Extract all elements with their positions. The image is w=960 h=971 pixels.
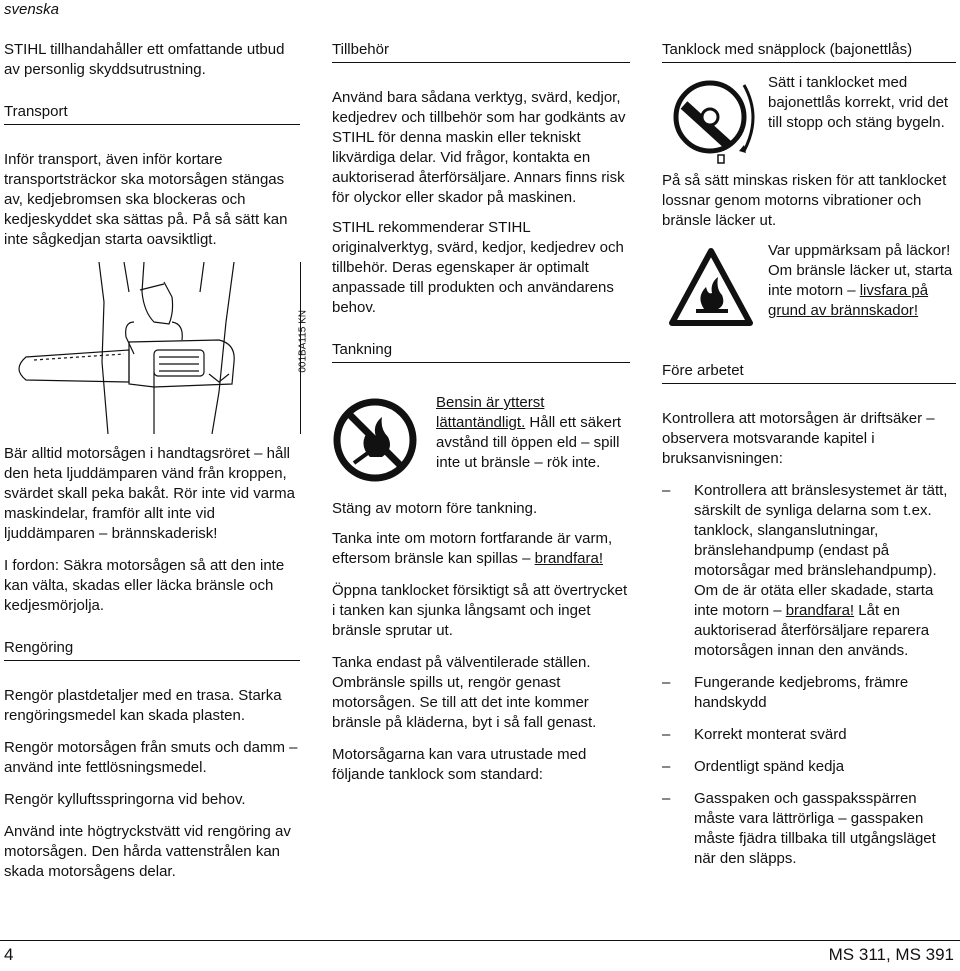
checklist bbox=[662, 481, 956, 869]
fuel-warning-block bbox=[332, 393, 630, 503]
footer-rule bbox=[0, 940, 960, 941]
column-middle bbox=[332, 40, 630, 785]
checklist-item: – Korrekt monterat svärd bbox=[662, 726, 847, 743]
standard-cap-text: Motorsågarna kan vara utrustade med följande tanklock som standard: bbox=[332, 746, 587, 783]
figure-code: 001BA115 KN bbox=[298, 310, 309, 373]
leak-warning-text: Var uppmärksam på läckor! Om bränsle läcker ut, starta inte motorn – livsfara på grund av brännskador! bbox=[768, 242, 953, 319]
vehicle-text: I fordon: Säkra motorsågen så att den inte kan välta, skadas eller läcka bränsle och kedjesmörjolja. bbox=[4, 557, 285, 614]
open-cap-text: Öppna tanklocket försiktigt så att övertrycket i tanken kan sjunka långsamt och inget bränsle sprutar ut. bbox=[332, 582, 628, 639]
fuel-warning-bold: Bensin är ytterst lättantändligt. bbox=[436, 394, 545, 431]
fuel-warning-text bbox=[436, 393, 630, 473]
stop-engine-text: Stäng av motorn före tankning. bbox=[332, 500, 538, 517]
fuel-warning-rest: Håll ett säkert avstånd till öppen eld – spill inte ut bränsle – rök inte. bbox=[436, 414, 622, 471]
intro-text: STIHL tillhandahåller ett omfattande utbud av personlig skyddsutrustning. bbox=[4, 41, 285, 78]
fueling-heading: Tankning bbox=[332, 340, 630, 363]
flammable-warning-icon bbox=[668, 247, 754, 327]
page-number: 4 bbox=[4, 945, 14, 964]
column-left bbox=[4, 40, 309, 882]
checklist-item: – Kontrollera att bränslesystemet är tätt, särskilt de synliga delarna som t.ex. tanklock, slanganslutningar, bränslehandpump (endast på motorsågar med bränslehandpump). Om de är otäta eller skadade, starta inte motorn – brandfara! Låt en auktoriserad återförsäljare reparera motorsågen innan den används. bbox=[662, 482, 948, 659]
no-fire-icon bbox=[332, 397, 418, 483]
carry-text: Bär alltid motorsågen i handtagsröret – håll den heta ljuddämparen vänd från kroppen, svärdet skall peka bakåt. Rör inte vid varma maskindelar, framför allt inte vid ljuddämparen – brännskaderisk! bbox=[4, 445, 295, 542]
cap-instruction-block bbox=[662, 73, 956, 171]
before-work-intro: Kontrollera att motorsågen är driftsäker – observera motsvarande kapitel i bruksanvisningen: bbox=[662, 410, 935, 467]
cap-heading: Tanklock med snäpplock (bajonettlås) bbox=[662, 40, 956, 63]
checklist-item: – Ordentligt spänd kedja bbox=[662, 758, 845, 775]
cleaning-text-2: Rengör motorsågen från smuts och damm – använd inte fettlösningsmedel. bbox=[4, 739, 298, 776]
cap-result-text: På så sätt minskas risken för att tanklocket lossnar genom motorns vibrationer och bränsle läcker ut. bbox=[662, 172, 947, 229]
ventilation-text: Tanka endast på välventilerade ställen. Ombränsle spills ut, rengör genast motorsågen. Se till att det inte kommer bränsle på kläderna, byt i så fall genast. bbox=[332, 654, 597, 731]
transport-heading: Transport bbox=[4, 102, 300, 125]
leak-warning-block bbox=[662, 241, 956, 353]
carry-figure bbox=[4, 262, 309, 434]
hot-engine-text: Tanka inte om motorn fortfarande är varm, eftersom bränsle kan spillas – brandfara! bbox=[332, 530, 613, 567]
cap-instruction-text: Sätt i tanklocket med bajonettlås korrekt, vrid det till stopp och stäng bygeln. bbox=[768, 74, 949, 131]
fire-hazard-label: brandfara! bbox=[534, 550, 603, 567]
before-work-heading: Före arbetet bbox=[662, 361, 956, 384]
accessories-text-1: Använd bara sådana verktyg, svärd, kedjor, kedjedrev och tillbehör som har godkänts av STIHL för denna maskin eller tekniskt likvärdiga delar. Vid frågor, kontakta en auktoriserad återförsäljare. Annars finns risk för olyckor eller skador på maskinen. bbox=[332, 89, 626, 206]
cleaning-text-4: Använd inte högtryckstvätt vid rengöring av motorsågen. Den hårda vattenstrålen kan skada motorsågens delar. bbox=[4, 823, 291, 880]
cleaning-heading: Rengöring bbox=[4, 638, 300, 661]
fire-hazard-label: brandfara! bbox=[785, 602, 855, 619]
life-danger-label: livsfara på grund av brännskador! bbox=[768, 282, 929, 319]
accessories-heading: Tillbehör bbox=[332, 40, 630, 63]
model-name: MS 311, MS 391 bbox=[828, 945, 954, 964]
transport-text: Inför transport, även inför kortare transportsträckor ska motorsågen stängas av, kedjebromsen ska blockeras och kedjeskyddet ska sättas på. På så sätt kan inte sågkedjan starta oavsiktligt. bbox=[4, 151, 288, 248]
language-label: svenska bbox=[4, 1, 60, 18]
cleaning-text-1: Rengör plastdetaljer med en trasa. Starka rengöringsmedel kan skada plasten. bbox=[4, 687, 282, 724]
accessories-text-2: STIHL rekommenderar STIHL originalverktyg, svärd, kedjor, kedjedrev och tillbehör. Deras egenskaper är optimalt anpassade till produkten och användarens behov. bbox=[332, 219, 624, 316]
cleaning-text-3: Rengör kylluftsspringorna vid behov. bbox=[4, 791, 246, 808]
chainsaw-carry-illustration bbox=[4, 262, 284, 434]
checklist-item: – Fungerande kedjebroms, främre handskydd bbox=[662, 674, 909, 711]
column-right bbox=[662, 40, 956, 869]
tank-cap-icon bbox=[662, 75, 758, 167]
checklist-item: – Gasspaken och gasspaksspärren måste vara lättrörliga – gasspaken måste fjädra tillbaka till utgångsläget när den släpps. bbox=[662, 790, 936, 867]
